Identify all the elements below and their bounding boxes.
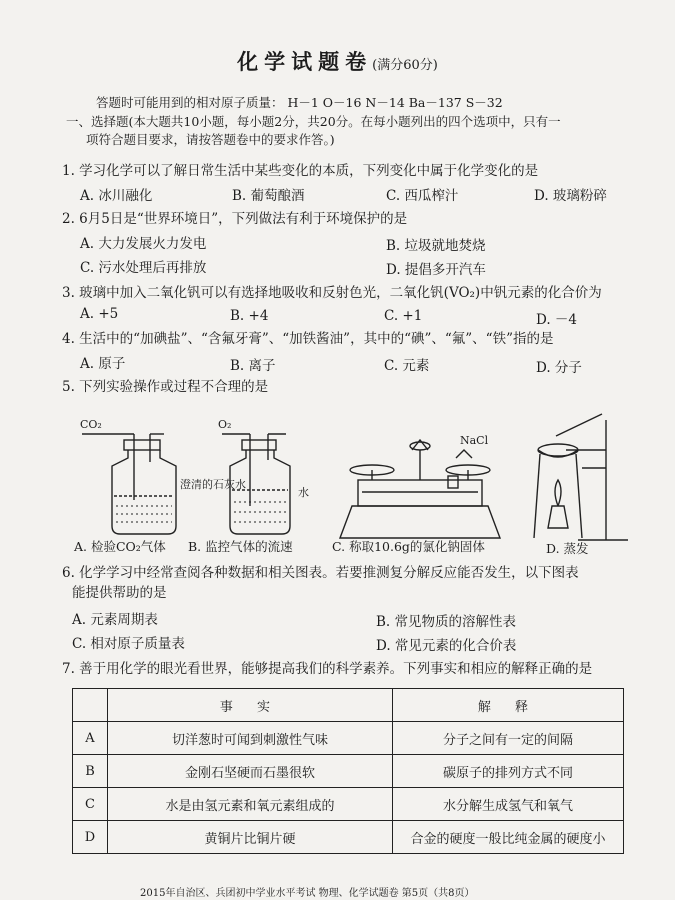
label-o2: O₂ xyxy=(218,418,232,431)
q6-option-d: D. 常见元素的化合价表 xyxy=(376,638,517,654)
label-water: 水 xyxy=(298,486,309,499)
table-header-fact: 事 实 xyxy=(108,689,393,722)
q2-option-a: A. 大力发展火力发电 xyxy=(80,236,207,252)
label-limewater: 澄清的石灰水 xyxy=(180,478,246,491)
section-heading-1: 一、选择题(本大题共10小题，每小题2分，共20分。在每小题列出的四个选项中，只有一 xyxy=(66,114,561,129)
q4-option-c: C. 元素 xyxy=(384,358,430,374)
row-explanation: 合金的硬度一般比纯金属的硬度小 xyxy=(393,821,624,854)
q3-option-a: A. +5 xyxy=(80,306,119,322)
q6-option-b: B. 常见物质的溶解性表 xyxy=(376,614,517,630)
question-6-stem-line1: 6. 化学学习中经常查阅各种数据和相关图表。若要推测复分解反应能否发生，以下图表 xyxy=(62,565,579,581)
table-header-blank xyxy=(73,689,108,722)
row-explanation: 分子之间有一定的间隔 xyxy=(393,722,624,755)
q6-option-c: C. 相对原子质量表 xyxy=(72,636,185,652)
q3-option-c: C. +1 xyxy=(384,308,423,324)
q1-option-c: C. 西瓜榨汁 xyxy=(386,188,459,204)
q3-option-d: D. －4 xyxy=(536,312,578,328)
row-label: C xyxy=(73,788,108,821)
question-4-stem: 4. 生活中的“加碘盐”、“含氟牙膏”、“加铁酱油”，其中的“碘”、“氟”、“铁”指的是 xyxy=(62,331,554,347)
row-fact: 金刚石坚硬而石墨很软 xyxy=(108,755,393,788)
question-3-stem: 3. 玻璃中加入二氧化钒可以有选择地吸收和反射色光，二氧化钒(VO₂)中钒元素的化合价为 xyxy=(62,285,602,301)
atomic-mass-note: 答题时可能用到的相对原子质量： H－1 O－16 N－14 Ba－137 S－32 xyxy=(96,95,503,110)
row-explanation: 水分解生成氢气和氧气 xyxy=(393,788,624,821)
q5-option-b: B. 监控气体的流速 xyxy=(188,539,293,554)
row-label: B xyxy=(73,755,108,788)
apparatus-d-evaporation xyxy=(534,414,628,540)
table-header-row xyxy=(73,689,624,722)
row-fact: 切洋葱时可闻到刺激性气味 xyxy=(108,722,393,755)
q2-option-d: D. 提倡多开汽车 xyxy=(386,262,486,278)
question-7-stem: 7. 善于用化学的眼光看世界，能够提高我们的科学素养。下列事实和相应的解释正确的是 xyxy=(62,661,593,677)
question-2-stem: 2. 6月5日是“世界环境日”，下列做法有利于环境保护的是 xyxy=(62,211,408,227)
question-6-stem-line2: 能提供帮助的是 xyxy=(72,585,167,601)
apparatus-c-balance xyxy=(340,440,500,538)
row-fact: 黄铜片比铜片硬 xyxy=(108,821,393,854)
question-5-stem: 5. 下列实验操作或过程不合理的是 xyxy=(62,379,269,395)
label-nacl: NaCl xyxy=(460,434,489,447)
q4-option-d: D. 分子 xyxy=(536,360,582,376)
q1-option-d: D. 玻璃粉碎 xyxy=(534,188,607,204)
q6-option-a: A. 元素周期表 xyxy=(72,612,158,628)
section-heading-2: 项符合题目要求，请按答题卷中的要求作答。) xyxy=(86,132,335,147)
q4-option-a: A. 原子 xyxy=(80,356,126,372)
page-footer: 2015年自治区、兵团初中学业水平考试 物理、化学试题卷 第5页（共8页） xyxy=(140,888,475,899)
q5-option-a: A. 检验CO₂气体 xyxy=(74,539,166,554)
q3-option-b: B. +4 xyxy=(230,308,269,324)
q5-option-c: C. 称取10.6g的氯化钠固体 xyxy=(332,539,485,554)
table-header-explanation: 解 释 xyxy=(393,689,624,722)
apparatus-a-bottle xyxy=(82,434,176,534)
row-label: D xyxy=(73,821,108,854)
row-fact: 水是由氢元素和氧元素组成的 xyxy=(108,788,393,821)
facts-table xyxy=(72,688,624,854)
title-text: 化学试题卷 xyxy=(237,49,373,74)
table-row xyxy=(73,722,624,755)
q1-option-b: B. 葡萄酿酒 xyxy=(232,188,305,204)
row-label: A xyxy=(73,722,108,755)
q2-option-c: C. 污水处理后再排放 xyxy=(80,260,207,276)
table-row xyxy=(73,788,624,821)
question-1-stem: 1. 学习化学可以了解日常生活中某些变化的本质，下列变化中属于化学变化的是 xyxy=(62,163,539,179)
table-row xyxy=(73,755,624,788)
table-row xyxy=(73,821,624,854)
q4-option-b: B. 离子 xyxy=(230,358,276,374)
q1-option-a: A. 冰川融化 xyxy=(80,188,153,204)
q2-option-b: B. 垃圾就地焚烧 xyxy=(386,238,486,254)
q5-option-d: D. 蒸发 xyxy=(546,541,589,556)
experiment-figure xyxy=(72,410,632,552)
label-co2: CO₂ xyxy=(80,418,102,431)
row-explanation: 碳原子的排列方式不同 xyxy=(393,755,624,788)
page-title xyxy=(0,46,675,76)
score-note: (满分60分) xyxy=(372,58,438,73)
